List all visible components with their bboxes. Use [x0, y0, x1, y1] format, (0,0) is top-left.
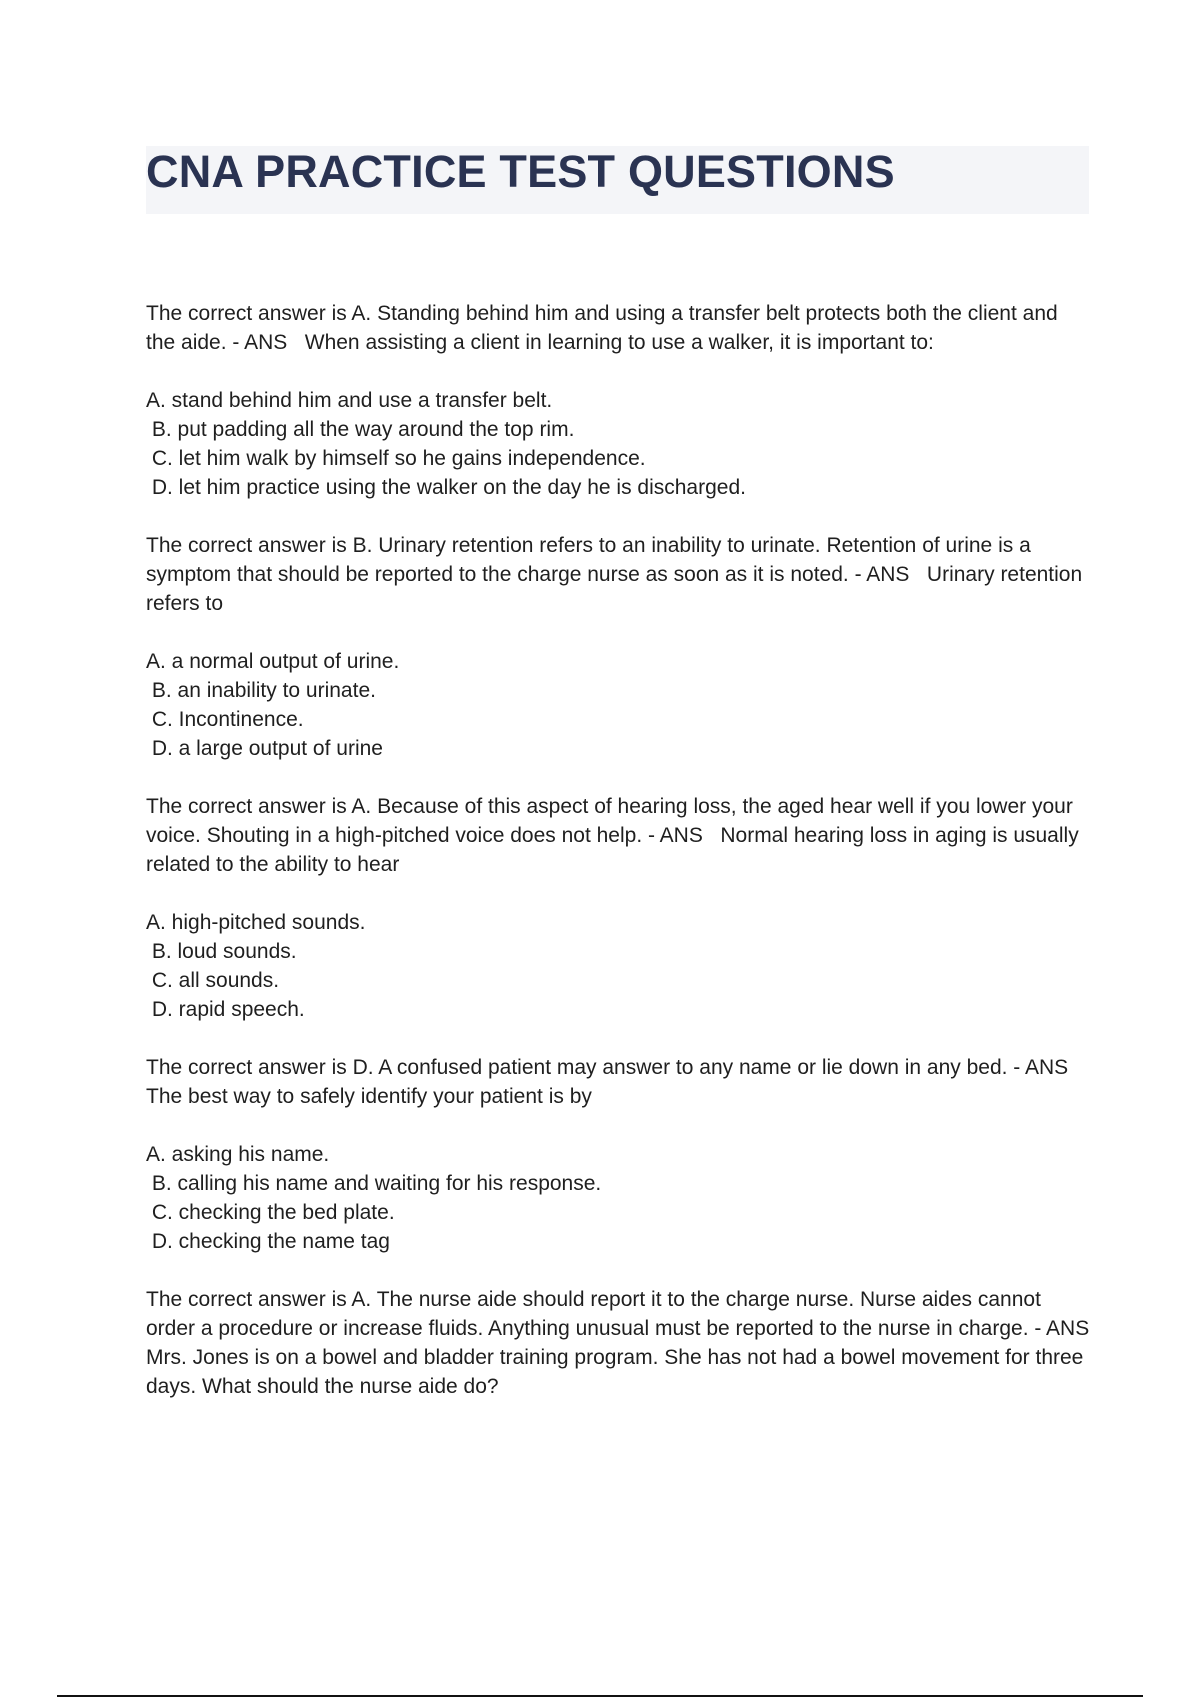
answer-options — [146, 647, 1091, 763]
qa-item — [146, 531, 1091, 763]
qa-item — [146, 299, 1091, 502]
answer-and-question: The correct answer is D. A confused patient may answer to any name or lie down in any bed. - ANS The best way to safely identify your patient is by — [146, 1056, 1086, 1108]
answer-options — [146, 908, 1091, 1024]
qa-item — [146, 792, 1091, 1024]
option-b: B. loud sounds. — [146, 940, 297, 963]
option-b: B. an inability to urinate. — [146, 679, 376, 702]
answer-options — [146, 1140, 1091, 1256]
option-c: C. all sounds. — [146, 969, 280, 992]
footer-divider — [57, 1695, 1143, 1697]
document-title: CNA PRACTICE TEST QUESTIONS — [146, 146, 895, 197]
option-c: C. checking the bed plate. — [146, 1201, 395, 1224]
option-b: B. calling his name and waiting for his response. — [146, 1172, 602, 1195]
option-a: A. asking his name. — [146, 1143, 330, 1166]
option-a: A. a normal output of urine. — [146, 650, 400, 673]
option-c: C. Incontinence. — [146, 708, 304, 731]
option-b: B. put padding all the way around the top rim. — [146, 418, 575, 441]
question-list — [146, 299, 1107, 1430]
answer-and-question: The correct answer is A. Standing behind him and using a transfer belt protects both the client and the aide. - ANS When assisting a client in learning to use a walker, it is important to: — [146, 302, 1064, 354]
option-d: D. checking the name tag — [146, 1230, 390, 1253]
option-a: A. stand behind him and use a transfer belt. — [146, 389, 553, 412]
answer-and-question: The correct answer is A. The nurse aide should report it to the charge nurse. Nurse aides cannot order a procedure or increase fluids. Anything unusual must be reported to the nurse in charge. - ANS Mrs. Jones is on a bowel and bladder training program. She has not had a bowel movement for three days. What should the nurse aide do? — [146, 1288, 1107, 1398]
option-c: C. let him walk by himself so he gains independence. — [146, 447, 646, 470]
answer-and-question: The correct answer is A. Because of this aspect of hearing loss, the aged hear well if you lower your voice. Shouting in a high-pitched voice does not help. - ANS Normal hearing loss in aging is usually related to the ability to hear — [146, 795, 1085, 876]
qa-item — [146, 1285, 1107, 1401]
option-d: D. let him practice using the walker on the day he is discharged. — [146, 476, 746, 499]
option-d: D. rapid speech. — [146, 998, 305, 1021]
qa-item — [146, 1053, 1091, 1256]
answer-and-question: The correct answer is B. Urinary retention refers to an inability to urinate. Retention of urine is a symptom that should be reported to the charge nurse as soon as it is noted. - ANS Urinary retention refers to — [146, 534, 1089, 615]
option-a: A. high-pitched sounds. — [146, 911, 366, 934]
option-d: D. a large output of urine — [146, 737, 383, 760]
answer-options — [146, 386, 1091, 502]
